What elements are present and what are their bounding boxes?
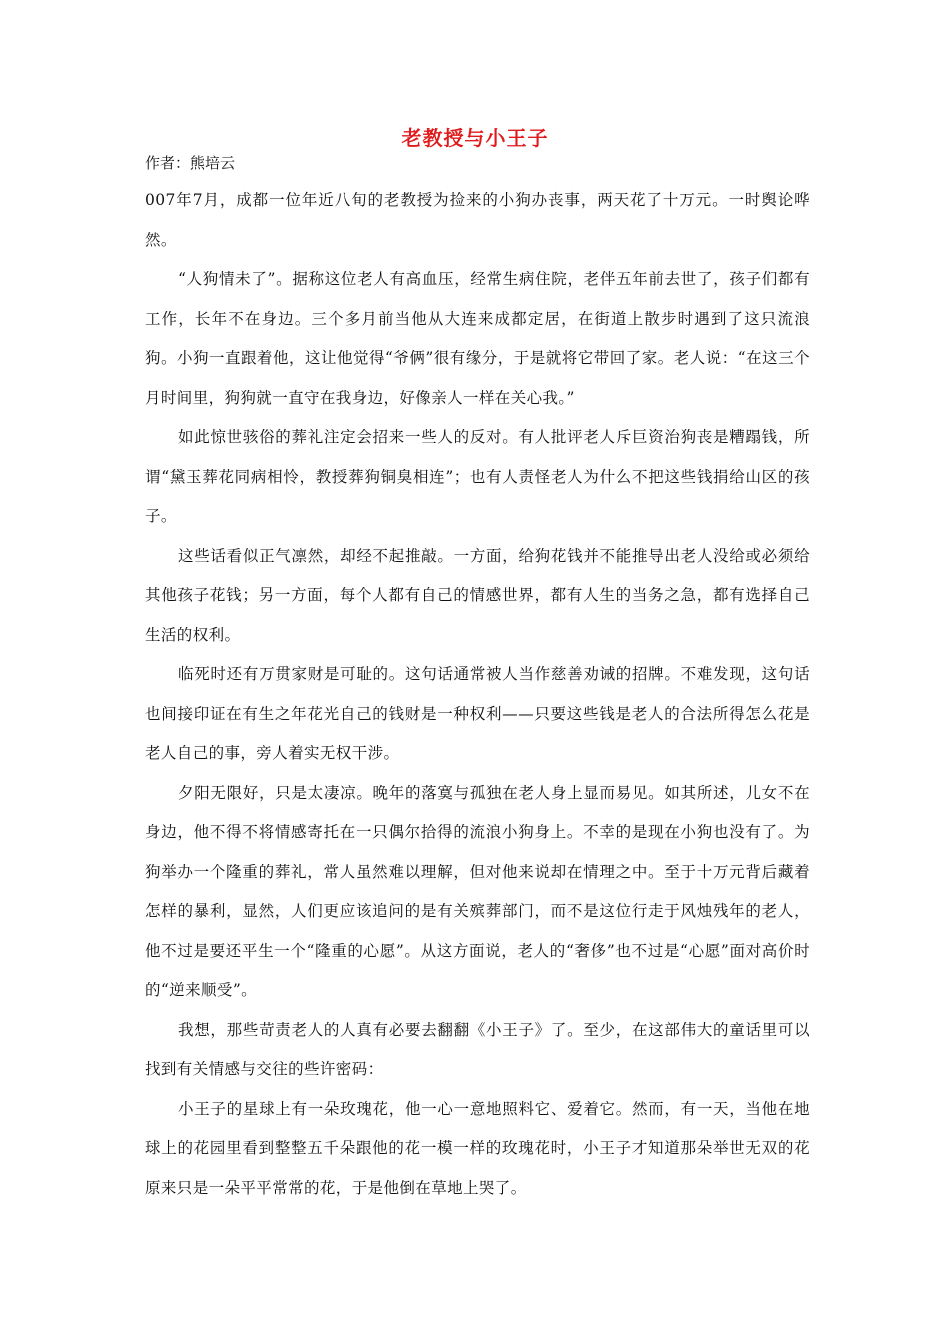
paragraph-5: 临死时还有万贯家财是可耻的。这句话通常被人当作慈善劝诫的招牌。不难发现，这句话也间接印证在有生之年花光自己的钱财是一种权利——只要这些钱是老人的合法所得怎么花是老人自己的事，旁人着实无权干涉。 bbox=[145, 665, 810, 762]
paragraph-4: 这些话看似正气凛然，却经不起推敲。一方面，给狗花钱并不能推导出老人没给或必须给其他孩子花钱；另一方面，每个人都有自己的情感世界，都有人生的当务之急，都有选择自己生活的权利。 bbox=[145, 546, 810, 644]
article-body bbox=[145, 181, 810, 1208]
paragraph-2: “人狗情未了”。据称这位老人有高血压，经常生病住院，老伴五年前去世了，孩子们都有工作，长年不在身边。三个多月前当他从大连来成都定居，在街道上散步时遇到了这只流浪狗。小狗一直跟着他，这让他觉得“爷俩”很有缘分，于是就将它带回了家。老人说：“在这三个月时间里，狗狗就一直守在我身边，好像亲人一样在关心我。” bbox=[145, 270, 810, 407]
paragraph-3: 如此惊世骇俗的葬礼注定会招来一些人的反对。有人批评老人斥巨资治狗丧是糟蹋钱，所谓“黛玉葬花同病相怜，教授葬狗铜臭相连”；也有人责怪老人为什么不把这些钱捐给山区的孩子。 bbox=[145, 428, 810, 525]
author-line: 作者：熊培云 bbox=[145, 154, 236, 172]
document-title: 老教授与小王子 bbox=[401, 126, 549, 150]
paragraph-8: 小王子的星球上有一朵玫瑰花，他一心一意地照料它、爱着它。然而，有一天，当他在地球上的花园里看到整整五千朵跟他的花一模一样的玫瑰花时，小王子才知道那朵举世无双的花原来只是一朵平平常常的花，于是他倒在草地上哭了。 bbox=[145, 1099, 810, 1197]
paragraph-7: 我想，那些苛责老人的人真有必要去翻翻《小王子》了。至少，在这部伟大的童话里可以找到有关情感与交往的些许密码： bbox=[145, 1020, 810, 1078]
paragraph-6: 夕阳无限好，只是太凄凉。晚年的落寞与孤独在老人身上显而易见。如其所述，儿女不在身边，他不得不将情感寄托在一只偶尔拾得的流浪小狗身上。不幸的是现在小狗也没有了。为狗举办一个隆重的葬礼，常人虽然难以理解，但对他来说却在情理之中。至于十万元背后藏着怎样的暴利，显然，人们更应该追问的是有关殡葬部门，而不是这位行走于风烛残年的老人，他不过是要还平生一个“隆重的心愿”。从这方面说，老人的“奢侈”也不过是“心愿”面对高价时的“逆来顺受”。 bbox=[145, 783, 810, 999]
paragraph-1: 007年7月，成都一位年近八旬的老教授为捡来的小狗办丧事，两天花了十万元。一时舆论哗然。 bbox=[145, 191, 810, 249]
